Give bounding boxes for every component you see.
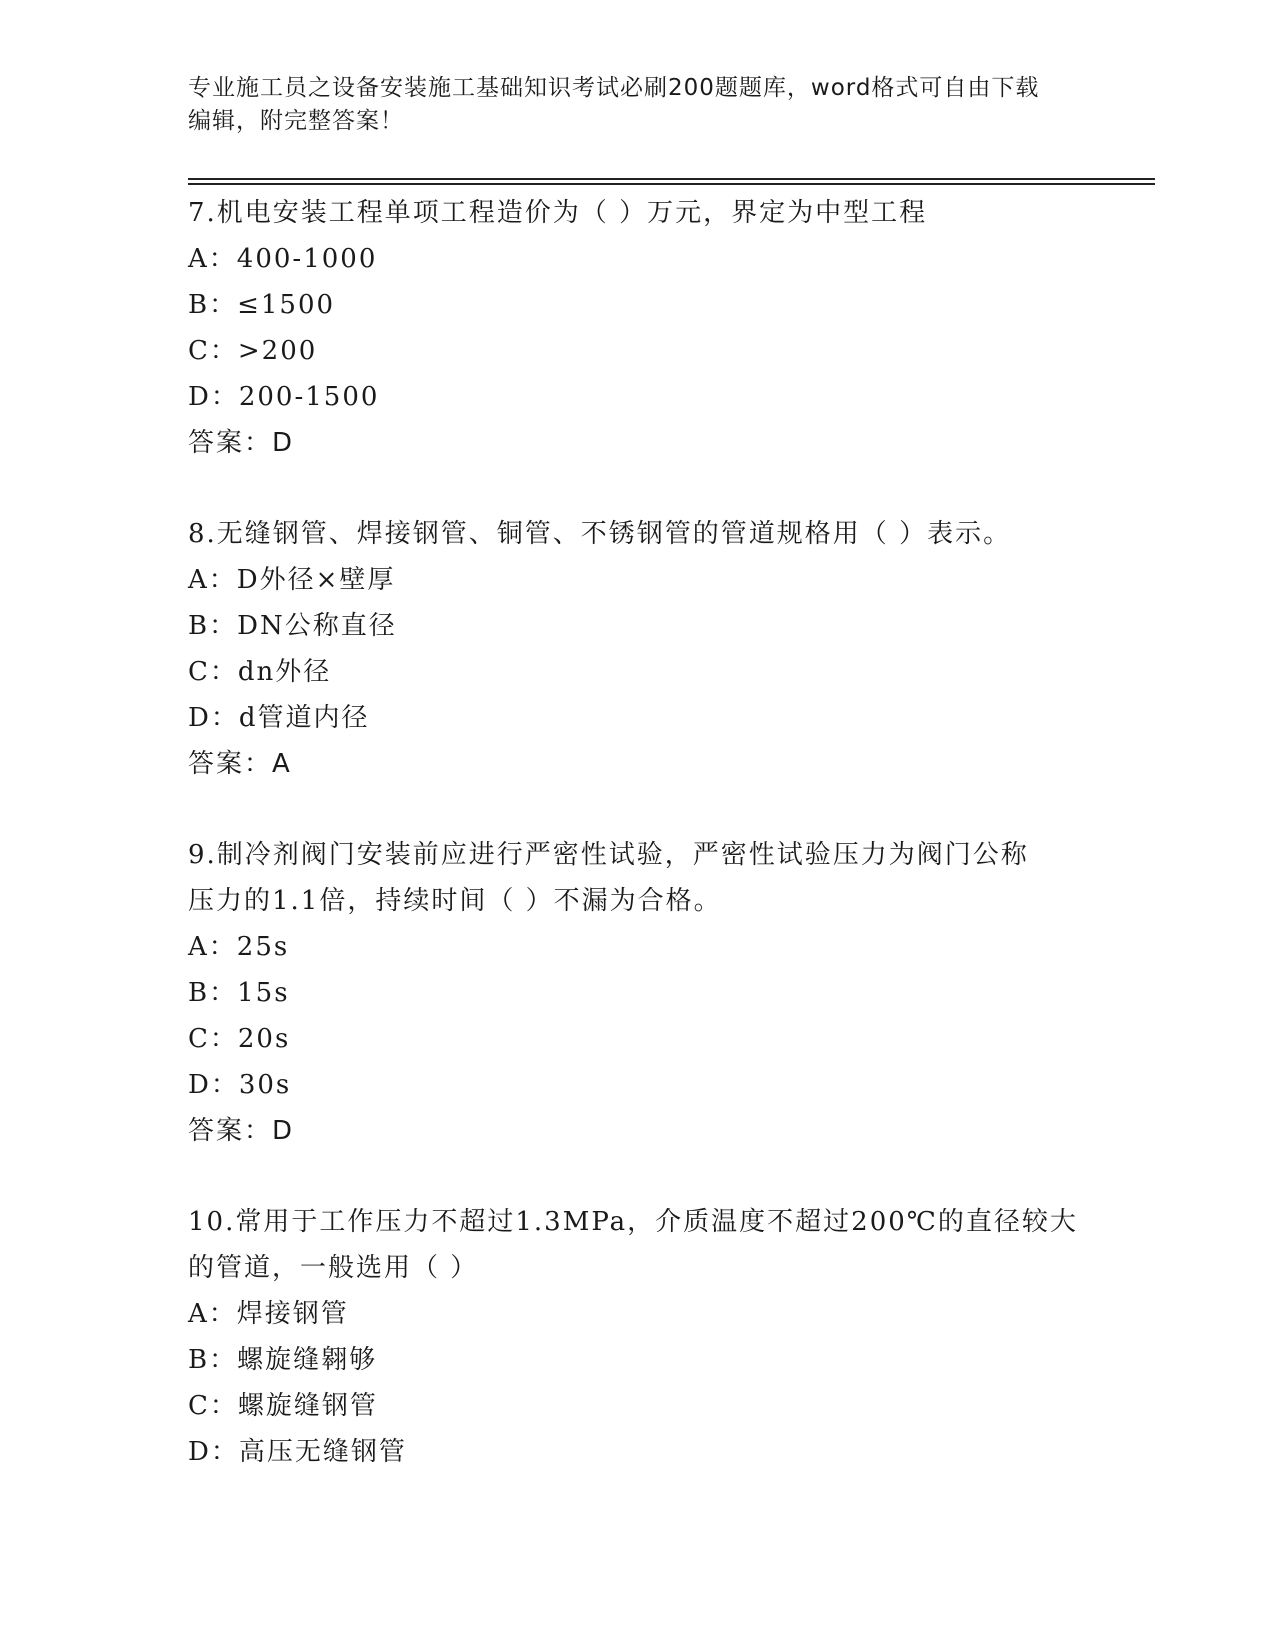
question-7 — [188, 190, 1088, 466]
option-a: A：焊接钢管 — [188, 1299, 349, 1329]
question-title: 8.无缝钢管、焊接钢管、铜管、不锈钢管的管道规格用（ ）表示。 — [188, 519, 1012, 549]
option-c: C：螺旋缝钢管 — [188, 1391, 378, 1421]
header-line-2: 编辑，附完整答案！ — [188, 108, 404, 134]
answer: 答案：D — [188, 1116, 295, 1146]
option-d: D：d管道内径 — [188, 703, 370, 733]
answer: 答案：A — [188, 749, 292, 779]
question-title-line-1: 10.常用于工作压力不超过1.3MPa，介质温度不超过200℃的直径较大 — [188, 1207, 1078, 1237]
option-a: A：25s — [188, 932, 290, 962]
question-title: 7.机电安装工程单项工程造价为（ ）万元，界定为中型工程 — [188, 198, 928, 228]
question-8 — [188, 511, 1088, 787]
question-title-line-1: 9.制冷剂阀门安装前应进行严密性试验，严密性试验压力为阀门公称 — [188, 840, 1029, 870]
option-b: B：螺旋缝翱够 — [188, 1345, 378, 1375]
answer: 答案：D — [188, 428, 295, 458]
option-d: D：30s — [188, 1070, 292, 1100]
option-a: A：400-1000 — [188, 244, 378, 274]
question-9 — [188, 832, 1088, 1154]
option-d: D：高压无缝钢管 — [188, 1437, 407, 1467]
header-line-1: 专业施工员之设备安装施工基础知识考试必刷200题题库，word格式可自由下载 — [188, 75, 1040, 101]
question-title-line-2: 压力的1.1倍，持续时间（ ）不漏为合格。 — [188, 886, 722, 916]
document-header — [188, 72, 1088, 138]
header-divider-bottom — [188, 183, 1155, 185]
option-c: C：dn外径 — [188, 657, 332, 687]
question-title-line-2: 的管道，一般选用（ ） — [188, 1253, 479, 1283]
header-divider-top — [188, 178, 1155, 180]
option-b: B：15s — [188, 978, 290, 1008]
option-b: B：≤1500 — [188, 290, 336, 320]
option-c: C：>200 — [188, 336, 318, 366]
option-a: A：D外径×壁厚 — [188, 565, 396, 595]
option-c: C：20s — [188, 1024, 291, 1054]
option-b: B：DN公称直径 — [188, 611, 397, 641]
question-10 — [188, 1199, 1088, 1475]
option-d: D：200-1500 — [188, 382, 380, 412]
question-list — [188, 190, 1088, 1520]
